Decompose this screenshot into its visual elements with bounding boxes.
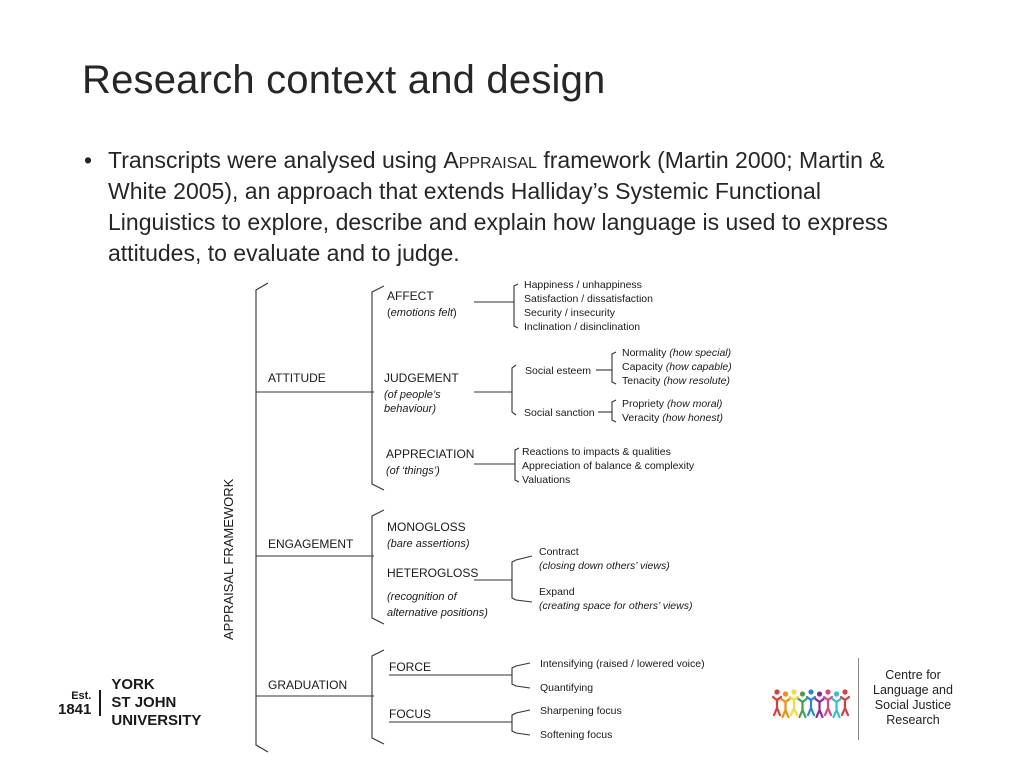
- esteem-leaf: [622, 361, 732, 373]
- affect-leaf: Satisfaction / dissatisfaction: [524, 293, 653, 305]
- sanction-leaf: [622, 398, 722, 410]
- judgement-bracket: [512, 365, 516, 415]
- focus-label: FOCUS: [389, 707, 431, 721]
- affect-label: AFFECT: [387, 289, 434, 303]
- est-year: 1841: [58, 701, 92, 718]
- person-figure-icon: [782, 691, 790, 717]
- esteem-leaf: [622, 375, 730, 387]
- contract-label: Contract: [539, 546, 579, 558]
- york-st-john-logo: [58, 676, 201, 730]
- root-label: APPRAISAL FRAMEWORK: [221, 478, 236, 640]
- centre-line: Research: [886, 713, 940, 727]
- root-bracket: [256, 283, 268, 752]
- contract-sub: (closing down others’ views): [539, 560, 670, 572]
- judgement-sub-line2: behaviour): [384, 403, 436, 415]
- heterogloss-sub-line2: alternative positions): [387, 607, 488, 619]
- bullet-text-part2: framework (Martin 2000; Martin & White 2005), an approach that extends Halliday’s Systemic Functional Linguistics to explore, describe and explain how language is used to express attitudes, to evaluate and to judge.: [108, 147, 888, 266]
- engagement-label: ENGAGEMENT: [268, 537, 354, 551]
- esteem-leaf-gloss: (how resolute): [663, 375, 730, 387]
- appreciation-leaf-bracket: [515, 448, 519, 482]
- sanction-bracket: [612, 400, 616, 422]
- graduation-bracket: [372, 650, 384, 744]
- affect-sub-close: ): [453, 307, 457, 319]
- monogloss-label: MONOGLOSS: [387, 520, 466, 534]
- affect-leaf: Inclination / disinclination: [524, 321, 641, 333]
- affect-leaf: Happiness / unhappiness: [524, 279, 642, 291]
- sanction-leaf: [622, 412, 723, 424]
- focus-bracket: [512, 710, 530, 735]
- appreciation-leaf: Valuations: [522, 474, 571, 486]
- person-figure-icon: [824, 689, 832, 715]
- person-figure-icon: [773, 689, 781, 715]
- focus-leaf: Sharpening focus: [540, 705, 622, 717]
- heterogloss-sub-line1: (recognition of: [387, 591, 457, 603]
- person-figure-icon: [790, 689, 798, 715]
- affect-sub-text: emotions felt: [390, 307, 454, 319]
- esteem-bracket: [612, 352, 616, 384]
- affect-leaf: Security / insecurity: [524, 307, 616, 319]
- affect-leaf-bracket: [514, 284, 518, 328]
- expand-sub: (creating space for others’ views): [539, 600, 693, 612]
- appreciation-sub: (of ‘things’): [386, 465, 440, 477]
- appreciation-label: APPRECIATION: [386, 447, 475, 461]
- uni-name-line: UNIVERSITY: [111, 712, 202, 729]
- centre-divider: [858, 658, 859, 740]
- esteem-leaf-gloss: (how special): [669, 347, 732, 359]
- appreciation-leaf: Appreciation of balance & complexity: [522, 460, 695, 472]
- force-leaf: Quantifying: [540, 682, 594, 694]
- centre-line: Social Justice: [874, 698, 952, 712]
- bullet-dot: •: [84, 147, 93, 173]
- est-label: Est.: [71, 690, 92, 702]
- monogloss-sub: (bare assertions): [387, 538, 470, 550]
- centre-line: Centre for: [885, 668, 941, 682]
- force-label: FORCE: [389, 660, 431, 674]
- engagement-bracket: [372, 510, 384, 624]
- graduation-label: GRADUATION: [268, 678, 348, 692]
- people-logo-icon: [772, 686, 854, 718]
- affect-sub-open: (: [387, 307, 391, 319]
- esteem-leaf-name: Tenacity: [622, 375, 661, 387]
- person-figure-icon: [816, 691, 824, 717]
- attitude-label: ATTITUDE: [268, 371, 326, 385]
- appreciation-leaf: Reactions to impacts & qualities: [522, 446, 671, 458]
- esteem-leaf-name: Normality: [622, 347, 667, 359]
- force-bracket: [512, 663, 530, 688]
- expand-label: Expand: [539, 586, 575, 598]
- judgement-sub-line1: (of people’s: [384, 389, 441, 401]
- est-block: [58, 690, 101, 716]
- centre-logo-text: [868, 668, 958, 728]
- sanction-leaf-name: Propriety: [622, 398, 665, 410]
- sanction-leaf-name: Veracity: [622, 412, 660, 424]
- sanction-leaf-gloss: (how moral): [666, 398, 723, 410]
- affect-sub: [387, 307, 457, 319]
- appraisal-smallcaps: Appraisal: [443, 147, 537, 173]
- person-figure-icon: [841, 689, 849, 715]
- slide-title: Research context and design: [82, 58, 606, 102]
- judgement-label: JUDGEMENT: [384, 371, 459, 385]
- force-leaf: Intensifying (raised / lowered voice): [540, 658, 705, 670]
- person-figure-icon: [807, 689, 815, 715]
- social-sanction-label: Social sanction: [524, 407, 595, 419]
- person-figure-icon: [833, 691, 841, 717]
- person-figure-icon: [799, 691, 807, 717]
- centre-line: Language and: [873, 683, 953, 697]
- sanction-leaf-gloss: (how honest): [662, 412, 723, 424]
- attitude-bracket: [372, 286, 384, 490]
- uni-name-line: ST JOHN: [111, 694, 177, 711]
- esteem-leaf: [622, 347, 731, 359]
- university-name: [111, 676, 201, 730]
- esteem-leaf-gloss: (how capable): [665, 361, 732, 373]
- bullet-text-part1: Transcripts were analysed using: [108, 147, 444, 173]
- uni-name-line: YORK: [111, 676, 155, 693]
- esteem-leaf-name: Capacity: [622, 361, 663, 373]
- focus-leaf: Softening focus: [540, 729, 613, 741]
- social-esteem-label: Social esteem: [525, 365, 591, 377]
- heterogloss-label: HETEROGLOSS: [387, 566, 479, 580]
- heterogloss-bracket: [512, 556, 532, 602]
